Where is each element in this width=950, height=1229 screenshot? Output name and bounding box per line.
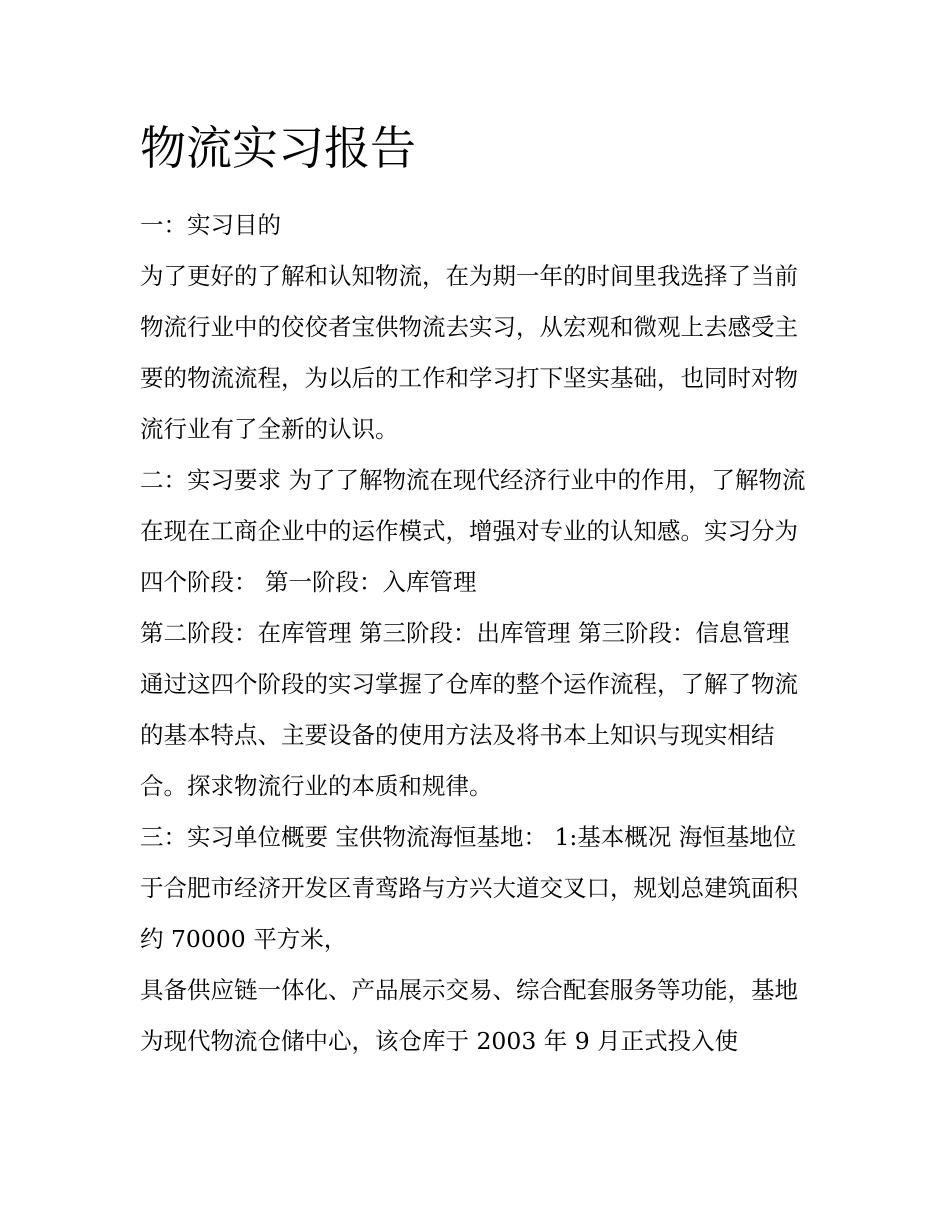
document-title: 物流实习报告: [140, 121, 416, 175]
section-heading-purpose: 一：实习目的: [140, 211, 281, 239]
paragraph-company-overview: 三：实习单位概要 宝供物流海恒基地： 1:基本概况 海恒基地位于合肥市经济开发区青鸾路与方兴大道交叉口，规划总建筑面积约 70000 平方米，: [140, 823, 798, 953]
paragraph-purpose-body: 为了更好的了解和认知物流，在为期一年的时间里我选择了当前物流行业中的佼佼者宝供物流去实习，从宏观和微观上去感受主要的物流流程，为以后的工作和学习打下坚实基础，也同时对物流行业有了全新的认识。: [140, 262, 798, 443]
paragraph-stages: 第二阶段：在库管理 第三阶段：出库管理 第三阶段：信息管理: [140, 619, 790, 647]
paragraph-company-functions: 具备供应链一体化、产品展示交易、综合配套服务等功能，基地为现代物流仓储中心，该仓库于 2003 年 9 月正式投入使: [140, 976, 798, 1055]
paragraph-outcomes: 通过这四个阶段的实习掌握了仓库的整个运作流程，了解了物流的基本特点、主要设备的使用方法及将书本上知识与现实相结合。探求物流行业的本质和规律。: [140, 670, 798, 800]
document-body: [140, 115, 812, 1067]
paragraph-requirements: 二：实习要求 为了了解物流在现代经济行业中的作用，了解物流在现在工商企业中的运作模式，增强对专业的认知感。实习分为四个阶段： 第一阶段：入库管理: [140, 466, 806, 596]
